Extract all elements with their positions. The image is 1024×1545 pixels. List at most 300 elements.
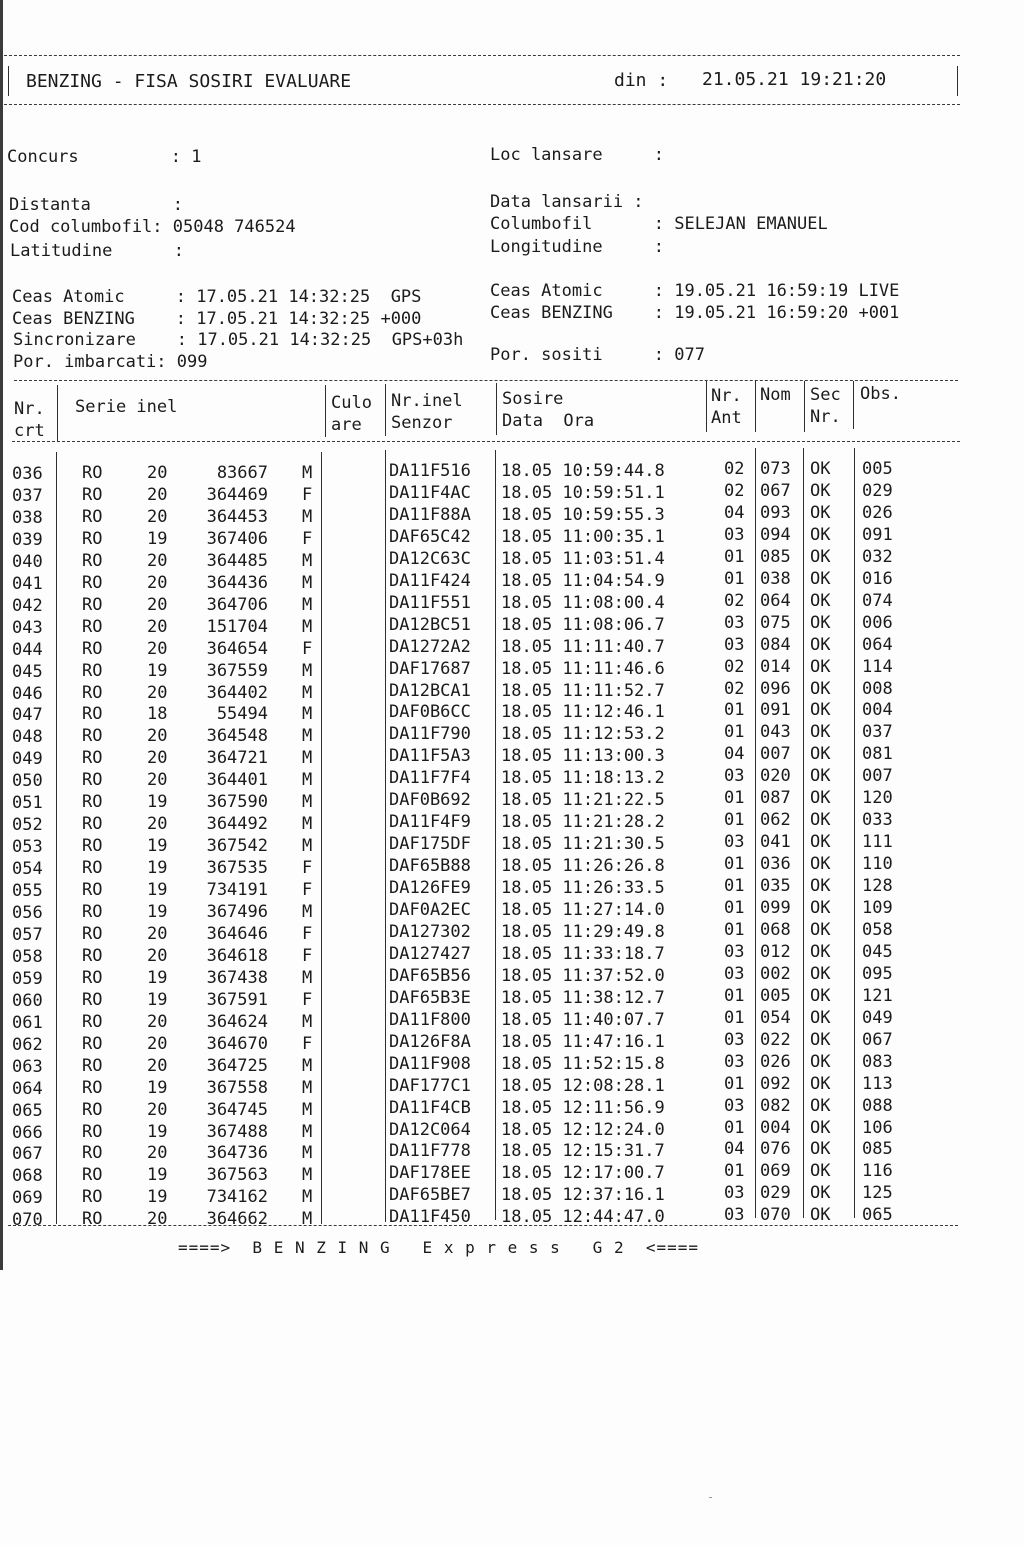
cell-sex: M: [302, 902, 313, 922]
cell-year: 19: [147, 836, 168, 857]
cell-sec: OK: [810, 1029, 831, 1050]
cell-arrival-time: 18.05 10:59:55.3: [501, 504, 665, 525]
cell-antenna: 03: [724, 1095, 745, 1116]
cell-arrival-time: 18.05 12:37:16.1: [501, 1185, 665, 1206]
cell-arrival-time: 18.05 11:26:33.5: [501, 878, 665, 899]
cell-sec: OK: [810, 832, 831, 853]
cell-sex: F: [302, 528, 313, 549]
cell-ring-number: 367406: [206, 528, 268, 549]
cell-country: RO: [82, 616, 103, 637]
cell-antenna: 04: [724, 502, 745, 523]
cell-antenna: 01: [724, 854, 745, 875]
cell-antenna: 01: [724, 1073, 745, 1094]
cell-obs: 083: [862, 1051, 893, 1072]
cell-sensor-ring: DA11F4CB: [389, 1097, 471, 1118]
cell-country: RO: [82, 967, 103, 988]
col-header-serie: Serie inel: [75, 397, 178, 417]
cell-country: RO: [82, 506, 103, 527]
col-header-nom: Nom: [760, 385, 791, 405]
cell-sec: OK: [810, 612, 831, 633]
cell-nom: 085: [760, 546, 791, 567]
cell-sensor-ring: DA11F790: [389, 724, 471, 745]
cell-nom: 084: [760, 634, 791, 655]
cell-arrival-time: 18.05 11:12:46.1: [501, 702, 665, 723]
cell-arrival-time: 18.05 11:40:07.7: [501, 1009, 665, 1030]
cell-year: 20: [147, 463, 168, 483]
col-header-ant: Ant: [711, 408, 742, 428]
cell-nom: 064: [760, 590, 791, 611]
cell-year: 19: [147, 1121, 168, 1142]
cell-nr-crt: 049: [12, 749, 43, 770]
cell-sensor-ring: DA11F4F9: [389, 812, 471, 833]
loc-lansare-line: Loc lansare :: [490, 145, 664, 165]
cell-sec: OK: [810, 1205, 831, 1226]
cell-nom: 038: [760, 568, 791, 589]
cell-nom: 069: [760, 1161, 791, 1182]
cell-sex: M: [302, 616, 313, 637]
cell-arrival-time: 18.05 11:12:53.2: [501, 724, 665, 745]
cell-year: 20: [147, 726, 168, 747]
cell-year: 20: [147, 682, 168, 703]
header-sep-5: [706, 381, 707, 432]
body-sep-5: [755, 448, 756, 1218]
cell-sex: F: [302, 1033, 313, 1054]
cell-sec: OK: [810, 1007, 831, 1028]
cell-nom: 036: [760, 854, 791, 875]
cell-arrival-time: 18.05 11:26:26.8: [501, 856, 665, 877]
cell-sec: OK: [810, 1051, 831, 1072]
ceas-benzing-line-right: Ceas BENZING : 19.05.21 16:59:20 +001: [490, 303, 900, 323]
col-header-nr: Nr.: [14, 399, 45, 419]
cell-year: 20: [147, 506, 168, 527]
cell-sensor-ring: DA12BC51: [389, 614, 471, 635]
cell-antenna: 01: [724, 700, 745, 721]
cell-ring-number: 364654: [206, 638, 268, 659]
cell-sex: M: [302, 572, 313, 593]
cell-antenna: 03: [724, 766, 745, 787]
cell-ring-number: 734162: [206, 1187, 268, 1208]
cell-obs: 006: [862, 612, 893, 633]
cell-year: 19: [147, 989, 168, 1010]
cell-year: 19: [147, 1165, 168, 1186]
cell-nom: 062: [760, 810, 791, 831]
header-top-rule: [4, 55, 960, 56]
cell-obs: 005: [862, 459, 893, 479]
cell-arrival-time: 18.05 11:08:00.4: [501, 592, 665, 613]
cell-sensor-ring: DA11F7F4: [389, 768, 471, 789]
cell-nom: 043: [760, 722, 791, 743]
header-sep-6: [755, 381, 756, 432]
cell-arrival-time: 18.05 11:47:16.1: [501, 1031, 665, 1052]
cell-sex: F: [302, 923, 313, 944]
cell-antenna: 04: [724, 1139, 745, 1160]
cell-country: RO: [82, 989, 103, 1010]
cell-country: RO: [82, 748, 103, 769]
cell-arrival-time: 18.05 11:21:22.5: [501, 790, 665, 811]
table-header-rule: [12, 441, 960, 442]
cell-sensor-ring: DAF65B3E: [389, 987, 471, 1008]
cell-country: RO: [82, 1099, 103, 1120]
cell-nom: 004: [760, 1117, 791, 1138]
cell-country: RO: [82, 1033, 103, 1054]
cell-antenna: 01: [724, 1117, 745, 1138]
cell-nr-crt: 059: [12, 968, 43, 989]
cell-year: 19: [147, 967, 168, 988]
cell-nom: 096: [760, 678, 791, 699]
cell-antenna: 03: [724, 1183, 745, 1204]
cell-nom: 070: [760, 1205, 791, 1226]
cell-obs: 049: [862, 1007, 893, 1028]
cell-sensor-ring: DA1272A2: [389, 636, 471, 657]
cell-sex: M: [302, 550, 313, 571]
table-bottom-rule: [8, 1225, 958, 1226]
cell-sec: OK: [810, 700, 831, 721]
cell-obs: 007: [862, 766, 893, 787]
cell-country: RO: [82, 880, 103, 901]
cell-country: RO: [82, 682, 103, 703]
cell-ring-number: 364548: [206, 726, 268, 747]
cell-antenna: 01: [724, 876, 745, 897]
cell-nr-crt: 051: [12, 793, 43, 814]
cell-year: 20: [147, 1143, 168, 1164]
cell-nr-crt: 037: [12, 485, 43, 506]
cell-nom: 082: [760, 1095, 791, 1116]
cell-antenna: 03: [724, 1205, 745, 1226]
cell-obs: 065: [862, 1205, 893, 1226]
cell-antenna: 02: [724, 459, 745, 479]
cell-nr-crt: 065: [12, 1100, 43, 1121]
cell-year: 20: [147, 770, 168, 791]
cell-obs: 026: [862, 502, 893, 523]
cell-sensor-ring: DA11F4AC: [389, 482, 471, 503]
cell-arrival-time: 18.05 11:33:18.7: [501, 943, 665, 964]
cell-antenna: 01: [724, 898, 745, 918]
cell-nom: 014: [760, 656, 791, 677]
cell-sensor-ring: DA11F908: [389, 1053, 471, 1074]
cell-country: RO: [82, 638, 103, 659]
cell-sec: OK: [810, 722, 831, 743]
cell-ring-number: 364646: [206, 923, 268, 944]
table-top-rule: [14, 380, 958, 381]
header-left-bar: [8, 66, 9, 96]
cell-antenna: 01: [724, 568, 745, 589]
cell-sex: M: [302, 1077, 313, 1098]
cell-ring-number: 83667: [216, 463, 268, 483]
cell-sec: OK: [810, 744, 831, 765]
cell-arrival-time: 18.05 12:12:24.0: [501, 1119, 665, 1140]
cell-sec: OK: [810, 876, 831, 897]
cell-ring-number: 364485: [206, 550, 268, 571]
cell-year: 18: [147, 704, 168, 725]
cell-nr-crt: 036: [12, 464, 43, 484]
cell-arrival-time: 18.05 11:03:51.4: [501, 548, 665, 569]
col-header-sosire: Sosire: [502, 389, 564, 409]
cell-ring-number: 364402: [206, 682, 268, 703]
cell-country: RO: [82, 572, 103, 593]
cell-obs: 088: [862, 1095, 893, 1116]
cell-sex: M: [302, 748, 313, 769]
cell-arrival-time: 18.05 11:11:52.7: [501, 680, 665, 701]
cell-ring-number: 367563: [206, 1165, 268, 1186]
cell-year: 19: [147, 660, 168, 681]
cell-year: 20: [147, 616, 168, 637]
cell-nom: 092: [760, 1073, 791, 1094]
cell-year: 20: [147, 572, 168, 593]
cell-year: 19: [147, 858, 168, 879]
cell-nr-crt: 039: [12, 529, 43, 550]
footer-branding: ====> B E N Z I N G E x p r e s s G 2 <====: [178, 1238, 700, 1257]
cell-antenna: 01: [724, 810, 745, 831]
por-imbarcati-line: Por. imbarcati: 099: [13, 352, 208, 372]
cell-sensor-ring: DA11F800: [389, 1009, 471, 1030]
cell-sec: OK: [810, 1139, 831, 1160]
cell-antenna: 03: [724, 1051, 745, 1072]
cell-nom: 076: [760, 1139, 791, 1160]
cell-country: RO: [82, 528, 103, 549]
cell-ring-number: 364725: [206, 1055, 268, 1076]
cell-ring-number: 364401: [206, 770, 268, 791]
cell-obs: 106: [862, 1117, 893, 1138]
cell-nr-crt: 062: [12, 1034, 43, 1055]
cell-antenna: 02: [724, 678, 745, 699]
cell-obs: 085: [862, 1139, 893, 1160]
cell-country: RO: [82, 923, 103, 944]
cell-antenna: 01: [724, 919, 745, 940]
cell-sec: OK: [810, 656, 831, 677]
cell-nr-crt: 058: [12, 946, 43, 967]
cell-year: 20: [147, 923, 168, 944]
cell-nr-crt: 046: [12, 683, 43, 704]
cell-ring-number: 364736: [206, 1143, 268, 1164]
cell-sensor-ring: DAF65BE7: [389, 1185, 471, 1206]
cell-nom: 012: [760, 941, 791, 962]
cell-sec: OK: [810, 788, 831, 809]
cell-sex: M: [302, 682, 313, 703]
cell-arrival-time: 18.05 12:15:31.7: [501, 1141, 665, 1162]
cell-antenna: 02: [724, 480, 745, 501]
cell-sex: F: [302, 989, 313, 1010]
cell-sensor-ring: DAF65C42: [389, 526, 471, 547]
cell-obs: 116: [862, 1161, 893, 1182]
report-date-value: 21.05.21 19:21:20: [702, 69, 887, 90]
cell-sensor-ring: DA127302: [389, 921, 471, 942]
cell-sec: OK: [810, 1117, 831, 1138]
cell-country: RO: [82, 792, 103, 813]
cell-country: RO: [82, 1055, 103, 1076]
cell-arrival-time: 18.05 10:59:51.1: [501, 482, 665, 503]
cell-sensor-ring: DAF17687: [389, 658, 471, 679]
col-header-crt: crt: [14, 421, 45, 441]
cell-sex: F: [302, 858, 313, 879]
cell-ring-number: 364706: [206, 594, 268, 615]
body-sep-3: [385, 450, 386, 1222]
cell-nom: 020: [760, 766, 791, 787]
cell-arrival-time: 18.05 10:59:44.8: [501, 461, 665, 481]
report-title: BENZING - FISA SOSIRI EVALUARE: [26, 71, 352, 92]
cell-sec: OK: [810, 1073, 831, 1094]
cell-sec: OK: [810, 480, 831, 501]
cell-sensor-ring: DA11F450: [389, 1207, 471, 1228]
cell-nr-crt: 061: [12, 1012, 43, 1033]
cell-obs: 121: [862, 985, 893, 1006]
cell-ring-number: 364662: [206, 1209, 268, 1230]
cell-ring-number: 367590: [206, 792, 268, 813]
header-sep-8: [853, 381, 854, 429]
cell-obs: 091: [862, 524, 893, 545]
col-header-obs: Obs.: [860, 384, 901, 404]
header-sep-1: [57, 385, 58, 442]
cell-sec: OK: [810, 1183, 831, 1204]
cell-nom: 054: [760, 1007, 791, 1028]
body-sep-2: [321, 452, 322, 1224]
col-header-nr-inel: Nr.inel: [391, 391, 463, 411]
cell-country: RO: [82, 463, 103, 483]
cell-obs: 110: [862, 854, 893, 875]
cell-sensor-ring: DA11F424: [389, 570, 471, 591]
cell-nr-crt: 055: [12, 881, 43, 902]
cell-country: RO: [82, 1011, 103, 1032]
cell-antenna: 02: [724, 590, 745, 611]
cell-nom: 099: [760, 898, 791, 918]
paper-edge: [0, 0, 3, 1270]
cell-nr-crt: 070: [12, 1210, 43, 1231]
cell-sex: M: [302, 792, 313, 813]
cell-year: 19: [147, 792, 168, 813]
cell-sex: F: [302, 638, 313, 659]
cell-nr-crt: 054: [12, 859, 43, 880]
cell-antenna: 01: [724, 985, 745, 1006]
longitudine-line: Longitudine :: [490, 237, 664, 257]
cell-obs: 058: [862, 919, 893, 940]
cell-obs: 125: [862, 1183, 893, 1204]
cell-ring-number: 364453: [206, 506, 268, 527]
cell-sensor-ring: DAF177C1: [389, 1075, 471, 1096]
cell-arrival-time: 18.05 12:08:28.1: [501, 1075, 665, 1096]
cell-obs: 037: [862, 722, 893, 743]
cell-country: RO: [82, 550, 103, 571]
cell-ring-number: 364469: [206, 484, 268, 505]
cell-nr-crt: 047: [12, 705, 43, 726]
cell-country: RO: [82, 594, 103, 615]
cell-nr-crt: 041: [12, 573, 43, 594]
ceas-benzing-line-left: Ceas BENZING : 17.05.21 14:32:25 +000: [12, 309, 422, 329]
col-header-data-ora: Data Ora: [502, 411, 595, 431]
cell-sex: M: [302, 660, 313, 681]
cell-year: 20: [147, 1209, 168, 1230]
cell-nom: 041: [760, 832, 791, 853]
col-header-sec-nr: Nr.: [810, 407, 841, 427]
cell-nr-crt: 066: [12, 1122, 43, 1143]
col-header-senzor: Senzor: [391, 413, 453, 433]
cell-sec: OK: [810, 941, 831, 962]
cell-sec: OK: [810, 634, 831, 655]
header-right-bar: [957, 66, 958, 96]
cell-arrival-time: 18.05 11:11:46.6: [501, 658, 665, 679]
cell-year: 20: [147, 1033, 168, 1054]
cell-sex: M: [302, 463, 313, 483]
distanta-line: Distanta :: [9, 195, 183, 215]
latitudine-line: Latitudine :: [10, 241, 184, 261]
cell-nr-crt: 053: [12, 837, 43, 858]
cell-sensor-ring: DAF178EE: [389, 1163, 471, 1184]
cell-year: 19: [147, 1187, 168, 1208]
col-header-culo: Culo: [331, 393, 372, 413]
cell-arrival-time: 18.05 11:18:13.2: [501, 768, 665, 789]
cell-antenna: 01: [724, 546, 745, 567]
cell-sex: M: [302, 1055, 313, 1076]
cell-sex: M: [302, 814, 313, 835]
cell-antenna: 03: [724, 963, 745, 984]
cell-nom: 022: [760, 1029, 791, 1050]
cell-obs: 109: [862, 898, 893, 918]
cell-ring-number: 364745: [206, 1099, 268, 1120]
cell-arrival-time: 18.05 12:11:56.9: [501, 1097, 665, 1118]
cell-obs: 029: [862, 480, 893, 501]
cell-nr-crt: 064: [12, 1078, 43, 1099]
cell-nom: 007: [760, 744, 791, 765]
cell-sec: OK: [810, 919, 831, 940]
cell-ring-number: 367542: [206, 836, 268, 857]
cell-arrival-time: 18.05 11:37:52.0: [501, 965, 665, 986]
cell-antenna: 03: [724, 634, 745, 655]
cell-year: 20: [147, 945, 168, 966]
body-sep-7: [854, 448, 855, 1218]
columbofil-line: Columbofil : SELEJAN EMANUEL: [490, 214, 828, 234]
cell-ring-number: 367535: [206, 858, 268, 879]
cell-sex: M: [302, 594, 313, 615]
concurs-line: Concurs : 1: [7, 147, 202, 167]
cell-nr-crt: 057: [12, 924, 43, 945]
cell-obs: 008: [862, 678, 893, 699]
cell-nr-crt: 063: [12, 1056, 43, 1077]
cell-nom: 093: [760, 502, 791, 523]
cell-sensor-ring: DA11F778: [389, 1141, 471, 1162]
cell-antenna: 02: [724, 656, 745, 677]
header-sep-7: [804, 381, 805, 432]
cell-country: RO: [82, 1165, 103, 1186]
cell-ring-number: 364436: [206, 572, 268, 593]
cell-year: 19: [147, 880, 168, 901]
ceas-atomic-line-left: Ceas Atomic : 17.05.21 14:32:25 GPS: [12, 287, 422, 307]
ceas-atomic-line-right: Ceas Atomic : 19.05.21 16:59:19 LIVE: [490, 281, 900, 301]
cell-sex: M: [302, 1011, 313, 1032]
cell-obs: 064: [862, 634, 893, 655]
cell-arrival-time: 18.05 11:11:40.7: [501, 636, 665, 657]
cell-antenna: 04: [724, 744, 745, 765]
cell-obs: 111: [862, 832, 893, 853]
body-sep-1: [56, 452, 57, 1224]
cell-sensor-ring: DAF0A2EC: [389, 900, 471, 920]
cell-sex: F: [302, 880, 313, 901]
cell-year: 20: [147, 748, 168, 769]
cell-antenna: 01: [724, 788, 745, 809]
body-sep-4: [495, 450, 496, 1220]
cell-nr-crt: 050: [12, 771, 43, 792]
cell-antenna: 03: [724, 612, 745, 633]
cell-obs: 033: [862, 810, 893, 831]
header-bottom-rule: [4, 104, 960, 105]
cell-antenna: 01: [724, 1161, 745, 1182]
cell-year: 20: [147, 814, 168, 835]
cell-country: RO: [82, 704, 103, 725]
cell-arrival-time: 18.05 11:27:14.0: [501, 900, 665, 920]
cell-country: RO: [82, 945, 103, 966]
cell-year: 20: [147, 1099, 168, 1120]
cell-sensor-ring: DAF65B56: [389, 965, 471, 986]
cell-obs: 081: [862, 744, 893, 765]
cell-nom: 026: [760, 1051, 791, 1072]
body-sep-6: [803, 448, 804, 1218]
